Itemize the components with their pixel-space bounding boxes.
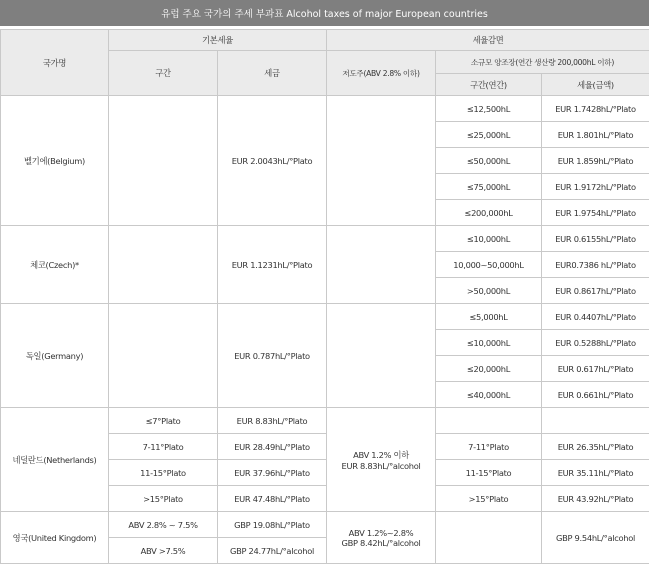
low-alcohol-line: ABV 1.2%~2.8% [327, 528, 435, 538]
small-tax-cell: EUR0.7386 hL/°Plato [542, 252, 649, 278]
small-bracket-cell: ≤12,500hL [436, 96, 542, 122]
table-row [1, 408, 649, 434]
small-tax-cell: EUR 0.5288hL/°Plato [542, 330, 649, 356]
country-germany: 독일(Germany) [1, 304, 109, 408]
basic-tax-cell: EUR 37.96hL/°Plato [218, 460, 327, 486]
small-tax-cell: EUR 1.7428hL/°Plato [542, 96, 649, 122]
small-tax-cell: EUR 0.4407hL/°Plato [542, 304, 649, 330]
table-row [1, 512, 649, 538]
uk-small-bracket [436, 512, 542, 564]
netherlands-low-alcohol [327, 408, 436, 512]
small-tax-cell: EUR 1.801hL/°Plato [542, 122, 649, 148]
basic-bracket-cell: >15°Plato [109, 486, 218, 512]
low-alcohol-line: ABV 1.2% 이하 [327, 449, 435, 461]
country-netherlands: 네덜란드(Netherlands) [1, 408, 109, 512]
small-bracket-cell: >50,000hL [436, 278, 542, 304]
small-tax-cell [542, 408, 649, 434]
germany-basic-bracket [109, 304, 218, 408]
basic-bracket-cell: ABV 2.8% ~ 7.5% [109, 512, 218, 538]
czech-basic-bracket [109, 226, 218, 304]
basic-tax-cell: GBP 24.77hL/°alcohol [218, 538, 327, 564]
basic-tax-cell: EUR 28.49hL/°Plato [218, 434, 327, 460]
small-bracket-cell: >15°Plato [436, 486, 542, 512]
belgium-low-alcohol [327, 96, 436, 226]
basic-tax-cell: EUR 47.48hL/°Plato [218, 486, 327, 512]
small-tax-cell: EUR 0.617hL/°Plato [542, 356, 649, 382]
header-basic-tax: 기본세율 [109, 30, 327, 51]
small-tax-cell: EUR 43.92hL/°Plato [542, 486, 649, 512]
belgium-basic-bracket [109, 96, 218, 226]
header-small-brewery: 소규모 양조장(연간 생산량 200,000hL 이하) [436, 51, 649, 74]
basic-bracket-cell: 7-11°Plato [109, 434, 218, 460]
small-tax-cell: EUR 0.6155hL/°Plato [542, 226, 649, 252]
country-czech: 체코(Czech)* [1, 226, 109, 304]
germany-basic-tax: EUR 0.787hL/°Plato [218, 304, 327, 408]
table-title: 유럽 주요 국가의 주세 부과표 Alcohol taxes of major European countries [0, 0, 649, 26]
table-row [1, 226, 649, 252]
small-bracket-cell: 10,000~50,000hL [436, 252, 542, 278]
small-bracket-cell: ≤10,000hL [436, 226, 542, 252]
uk-small-tax: GBP 9.54hL/°alcohol [542, 512, 649, 564]
small-bracket-cell: ≤50,000hL [436, 148, 542, 174]
belgium-basic-tax: EUR 2.0043hL/°Plato [218, 96, 327, 226]
small-bracket-cell: ≤40,000hL [436, 382, 542, 408]
header-low-alcohol: 저도주(ABV 2.8% 이하) [327, 51, 436, 96]
germany-low-alcohol [327, 304, 436, 408]
czech-basic-tax: EUR 1.1231hL/°Plato [218, 226, 327, 304]
small-tax-cell: EUR 1.859hL/°Plato [542, 148, 649, 174]
small-bracket-cell: ≤25,000hL [436, 122, 542, 148]
small-bracket-cell: 11-15°Plato [436, 460, 542, 486]
small-tax-cell: EUR 1.9172hL/°Plato [542, 174, 649, 200]
alcohol-tax-table [0, 29, 649, 564]
table-row [1, 96, 649, 122]
small-bracket-cell: ≤200,000hL [436, 200, 542, 226]
table-row [1, 304, 649, 330]
small-tax-cell: EUR 0.8617hL/°Plato [542, 278, 649, 304]
czech-low-alcohol [327, 226, 436, 304]
basic-tax-cell: GBP 19.08hL/°Plato [218, 512, 327, 538]
small-tax-cell: EUR 0.661hL/°Plato [542, 382, 649, 408]
basic-bracket-cell: 11-15°Plato [109, 460, 218, 486]
header-small-bracket: 구간(연간) [436, 74, 542, 96]
small-tax-cell: EUR 1.9754hL/°Plato [542, 200, 649, 226]
low-alcohol-line: GBP 8.42hL/°alcohol [327, 538, 435, 548]
basic-tax-cell: EUR 8.83hL/°Plato [218, 408, 327, 434]
small-bracket-cell: ≤10,000hL [436, 330, 542, 356]
header-reduction: 세율감면 [327, 30, 649, 51]
low-alcohol-line: EUR 8.83hL/°alcohol [327, 461, 435, 471]
country-belgium: 벨기에(Belgium) [1, 96, 109, 226]
small-bracket-cell: ≤5,000hL [436, 304, 542, 330]
small-tax-cell: EUR 35.11hL/°Plato [542, 460, 649, 486]
small-bracket-cell: ≤20,000hL [436, 356, 542, 382]
small-tax-cell: EUR 26.35hL/°Plato [542, 434, 649, 460]
small-bracket-cell: ≤75,000hL [436, 174, 542, 200]
country-uk: 영국(United Kingdom) [1, 512, 109, 564]
uk-low-alcohol [327, 512, 436, 564]
basic-bracket-cell: ≤7°Plato [109, 408, 218, 434]
header-country: 국가명 [1, 30, 109, 96]
small-bracket-cell: 7-11°Plato [436, 434, 542, 460]
basic-bracket-cell: ABV >7.5% [109, 538, 218, 564]
header-tax: 세금 [218, 51, 327, 96]
header-bracket: 구간 [109, 51, 218, 96]
header-small-tax: 세율(금액) [542, 74, 649, 96]
small-bracket-cell [436, 408, 542, 434]
